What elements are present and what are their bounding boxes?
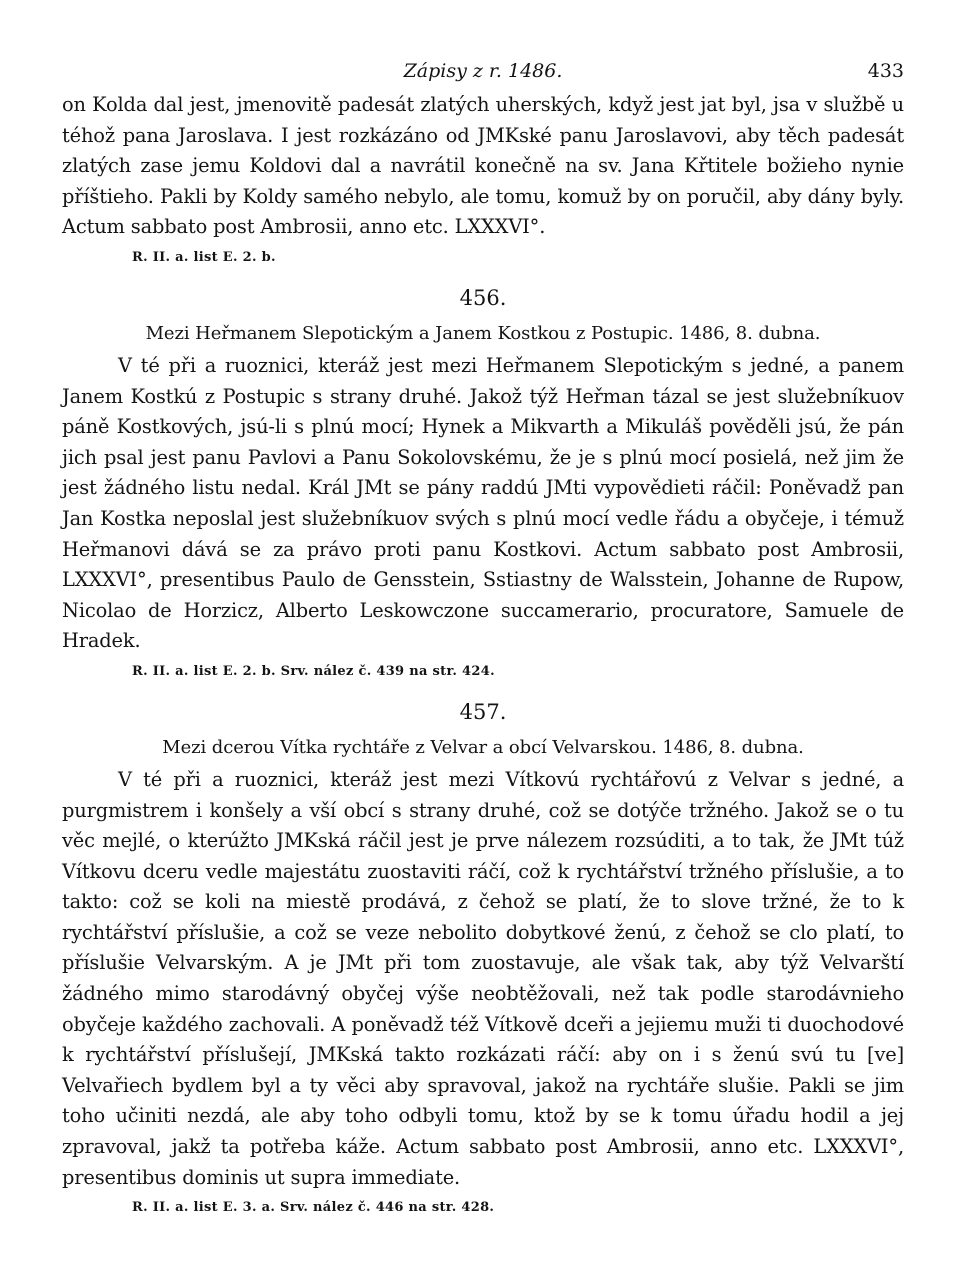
page-header — [62, 56, 904, 90]
source-reference: R. II. a. list E. 2. b. — [132, 249, 276, 265]
entry-457 — [62, 695, 904, 1221]
entry-text: V té při a ruoznici, kteráž jest mezi Heřmanem Slepotickým s jedné, a panem Janem Kostkú z Postupic s strany druhé. Jakož týž Heřman tázal se jest služebníkuov páně Kostkových, jsú-li s plnú mocí; Hynek a Mikvarth a Mikuláš pověděli jsú, že pán jich psal jest panu Pavlovi a Panu Sokolovskému, že je s plnú mocí posielá, než jim že jest žádného listu nedal. Král JMt se pány raddú JMti vypovědieti ráčil: Poněvadž pan Jan Kostka neposlal jest služebníkuov svých s plnú mocí vedle řádu a obyčeje, i témuž Heřmanovi dává se za právo proti panu Kostkovi. Actum sabbato post Ambrosii, LXXXVI°, presentibus Paulo de Gensstein, Sstiastny de Walsstein, Johanne de Rupow, Nicolao de Horzicz, Alberto Leskowczone succamerario, procuratore, Samuele de Hradek. — [62, 353, 904, 653]
entry-title: Mezi dcerou Vítka rychtáře z Velvar a obcí Velvarskou. 1486, 8. dubna. — [162, 736, 804, 758]
entry-title: Mezi Heřmanem Slepotickým a Janem Kostkou z Postupic. 1486, 8. dubna. — [145, 322, 821, 344]
source-reference: R. II. a. list E. 2. b. Srv. nález č. 439 na str. 424. — [132, 663, 495, 679]
document-page — [62, 56, 904, 1221]
page-number: 433 — [867, 60, 904, 82]
running-title: Zápisy z r. 1486. — [403, 60, 563, 82]
entry-number: 456. — [459, 285, 507, 310]
source-reference: R. II. a. list E. 3. a. Srv. nález č. 446 na str. 428. — [132, 1200, 495, 1216]
entry-text: V té při a ruoznici, kteráž jest mezi Vítkovú rychtářovú z Velvar s jedné, a purgmistrem i konšely a vší obcí s strany druhé, což se dotýče tržného. Jakož se o tu věc mejlé, o kterúžto JMKská ráčil jest je prve nálezem rozsúditi, a to tak, že JMt túž Vítkovu dceru vedle majestátu zuostaviti ráčí, což k rychtářství tržného příslušie, a to takto: což se koli na miestě prodává, z čehož se platí, že to slove tržné, že to k rychtářství příslušie, a což se veze nebolito dobytkové ženú, z čehož se clo platí, to příslušie Velvarským. A je JMt při tom zuostavuje, ale však tak, aby týž Velvarští žádného mimo starodávný obyčej výše neobtěžovali, než tak podle starodávnieho obyčeje každého zachovali. A poněvadž též Vítkově dceři a jejiemu muži ti duochodové k rychtářství příslušejí, JMKská takto rozkázati ráčí: aby on i s ženú svú tu [ve] Velvařiech bydlem byl a ty věci aby spravoval, jakož na rychtáře slušie. Pakli se jim toho učiniti nezdá, ale aby toho odbyli tomu, ktož by se k tomu úřadu hodil a jej zpravoval, jakž ta potřeba káže. Actum sabbato post Ambrosii, anno etc. LXXXVI°, presentibus dominis ut supra immediate. — [62, 767, 904, 1189]
continuation-paragraph: on Kolda dal jest, jmenovitě padesát zlatých uherských, když jest jat byl, jsa v službě u téhož pana Jaroslava. I jest rozkázáno od JMKské panu Jaroslavovi, aby těch padesát zlatých zase jemu Koldovi dal a navrátil konečně na sv. Jana Křtitele božieho nynie příštieho. Pakli by Koldy samého nebylo, ale tomu, komuž by on poručil, aby dány byly. Actum sabbato post Ambrosii, anno etc. LXXXVI°. — [62, 93, 904, 239]
entry-456 — [62, 281, 904, 685]
entry-number: 457. — [459, 699, 507, 724]
